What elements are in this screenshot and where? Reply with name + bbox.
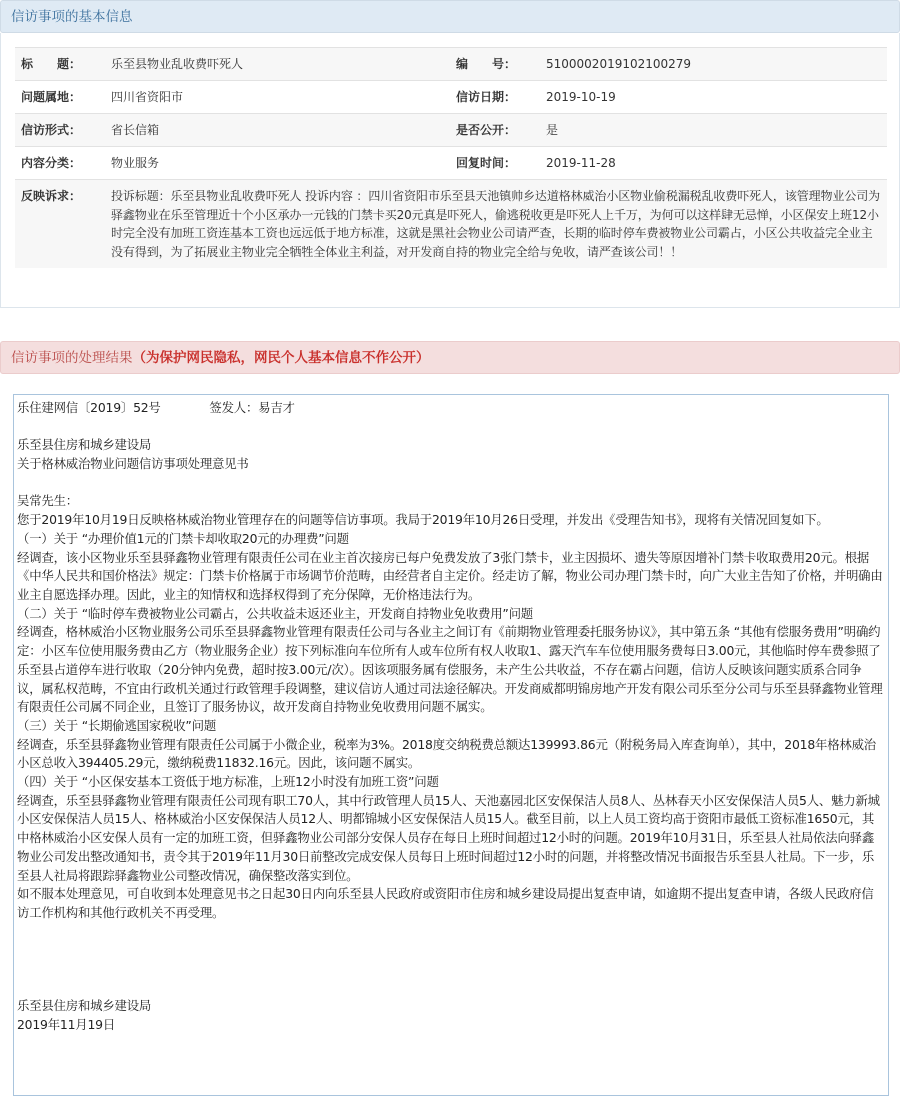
result-text-line: 如不服本处理意见，可自收到本处理意见书之日起30日内向乐至县人民政府或资阳市住房和城乡建设局提出复查申请，如逾期不提出复查申请，各级人民政府信访工作机构和其他行政机关不再受理。 [17, 886, 874, 920]
complaint-row [15, 180, 887, 269]
reply-time-label: 回复时间： [450, 147, 540, 180]
result-text-line [17, 418, 885, 437]
result-header [0, 341, 900, 374]
complaint-label: 反映诉求： [15, 180, 105, 269]
category-label: 内容分类： [15, 147, 105, 180]
location-label: 问题属地： [15, 81, 105, 114]
title-label: 标 题： [15, 48, 105, 81]
result-text-line: （二）关于 “临时停车费被物业公司霸占，公共收益未返还业主，开发商自持物业免收费用”问题 [17, 605, 533, 621]
result-text-line: 经调查，乐至县驿鑫物业管理有限责任公司属于小微企业，税率为3%。2018度交纳税费总额达139993.86元（附税务局入库查询单），其中，2018年格林威治小区总收入394405.29元，缴纳税费11832.16元。因此，该问题不属实。 [17, 736, 876, 771]
info-row [15, 147, 887, 180]
complaint-content: 投诉标题：乐至县物业乱收费吓死人 投诉内容 ：四川省资阳市乐至县天池镇帅乡达道格林威治小区物业偷税漏税乱收费吓死人，该管理物业公司为驿鑫物业在乐至管理近十个小区承办一元钱的门禁卡买20元真是吓死人，偷逃税收更是吓死人上千万，为何可以这样肆无忌惮，小区保安上班12小时完全没有加班工资连基本工资也远远低于地方标准，这就是黑社会物业公司请严查，长期的临时停车费被物业公司霸占，小区公共收益完全业主没有得到，为了拓展业主物业完全牺牲全体业主利益，对开发商自持的物业完全给与免收，请严查该公司！！ [105, 180, 887, 269]
title-value: 乐至县物业乱收费吓死人 [105, 48, 450, 81]
result-text-line: 2019年11月19日 [17, 1017, 116, 1033]
date-label: 信访日期： [450, 81, 540, 114]
date-value: 2019-10-19 [540, 81, 887, 114]
number-label: 编 号： [450, 48, 540, 81]
result-text-line: （一）关于 “办理价值1元的门禁卡却收取20元的办理费”问题 [17, 530, 349, 546]
info-row [15, 81, 887, 114]
result-text-line: 乐至县住房和城乡建设局 [17, 437, 152, 453]
form-value: 省长信箱 [105, 114, 450, 147]
basic-info-title: 信访事项的基本信息 [11, 9, 133, 25]
result-text-line: 您于2019年10月19日反映格林威治物业管理存在的问题等信访事项。我局于2019年10月26日受理，并发出《受理告知书》，现将有关情况回复如下。 [17, 512, 829, 528]
basic-info-header [0, 0, 900, 33]
basic-info-panel [0, 33, 900, 308]
result-text-line [17, 941, 885, 960]
result-text-line: 关于格林威治物业问题信访事项处理意见书 [17, 456, 249, 472]
category-value: 物业服务 [105, 147, 450, 180]
result-title: 信访事项的处理结果 [11, 350, 133, 366]
result-text-line [17, 960, 885, 979]
result-text-line: （三）关于 “长期偷逃国家税收”问题 [17, 717, 217, 733]
result-text-line [17, 923, 885, 942]
reply-time-value: 2019-11-28 [540, 147, 887, 180]
info-row [15, 114, 887, 147]
privacy-note: （为保护网民隐私，网民个人基本信息不作公开） [132, 350, 430, 366]
public-value: 是 [540, 114, 887, 147]
result-textarea[interactable] [13, 394, 889, 1096]
result-text-line: 经调查，该小区物业乐至县驿鑫物业管理有限责任公司在业主首次接房已每户免费发放了3张门禁卡，业主因损坏、遗失等原因增补门禁卡收取费用20元。根据《中华人民共和国价格法》规定：门禁卡价格属于市场调节价范畴，由经营者自主定价。经走访了解，物业公司办理门禁卡时，向广大业主告知了价格，并明确由业主自愿选择办理。因此，业主的知情权和选择权得到了充分保障，无价格违法行为。 [17, 549, 883, 602]
number-value: 5100002019102100279 [540, 48, 887, 81]
result-text-line: 经调查，格林威治小区物业服务公司乐至县驿鑫物业管理有限责任公司与各业主之间订有《前期物业管理委托服务协议》，其中第五条 “其他有偿服务费用”明确约定：小区车位使用服务费由乙方（物业服务企业）按下列标准向车位所有人或车位所有权人收取1、露天汽车车位使用服务费每日3.00元，其他临时停车费参照了乐至县占道停车进行收取（20分钟内免费，超时按3.00元/次）。因该项服务属有偿服务，未产生公共收益，不存在霸占问题，信访人反映该问题实质系合同争议，属私权范畴，不宜由行政机关通过行政管理手段调整，建议信访人通过司法途径解决。开发商威都明锦房地产开发有限公司乐至分公司与乐至县驿鑫物业管理有限责任公司属不同企业，且签订了服务协议，故开发商自持物业免收费用问题不属实。 [17, 624, 883, 715]
result-text-line [17, 979, 885, 998]
form-label: 信访形式： [15, 114, 105, 147]
location-value: 四川省资阳市 [105, 81, 450, 114]
result-text-line: 经调查，乐至县驿鑫物业管理有限责任公司现有职工70人，其中行政管理人员15人、天池嘉园北区安保保洁人员8人、丛林春天小区安保保洁人员5人、魅力新城小区安保保洁人员15人、格林威治小区安保保洁人员12人、明都锦城小区安保保洁人员15人。截至目前，以上人员工资均高于资阳市最低工资标准1650元，其中格林威治小区安保人员有一定的加班工资，但驿鑫物业公司部分安保人员存在每日上班时间超过12小时的问题。2019年10月31日，乐至县人社局依法向驿鑫物业公司发出整改通知书，责令其于2019年11月30日前整改完成安保人员每日上班时间超过12小时的问题，并将整改情况书面报告乐至县人社局。下一步，乐至县人社局将跟踪驿鑫物业公司整改情况，确保整改落实到位。 [17, 792, 880, 883]
basic-info-table [15, 47, 887, 268]
result-text-line [17, 474, 885, 493]
result-text-line: 吴常先生： [17, 493, 78, 509]
info-row [15, 48, 887, 81]
result-text-line: 乐住建网信〔2019〕52号 签发人：易吉才 [17, 400, 295, 415]
result-text-line: 乐至县住房和城乡建设局 [17, 998, 152, 1014]
result-text-line: （四）关于 “小区保安基本工资低于地方标准，上班12小时没有加班工资”问题 [17, 774, 439, 790]
public-label: 是否公开： [450, 114, 540, 147]
